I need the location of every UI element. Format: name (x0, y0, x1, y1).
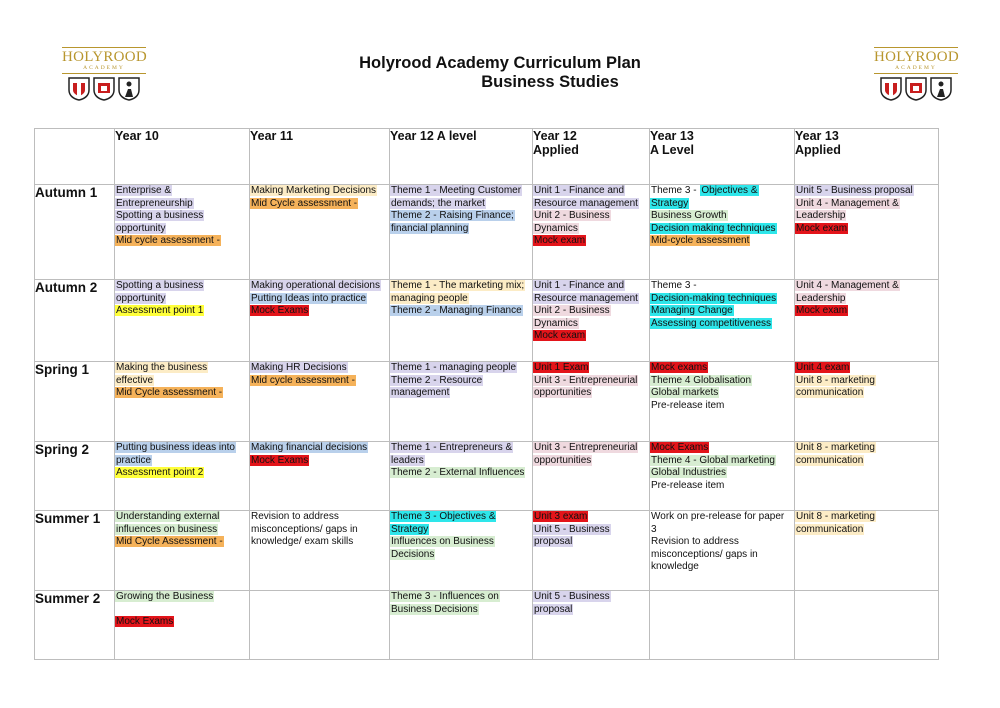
cell-text: Business Growth (651, 210, 727, 222)
cell-line (390, 524, 532, 537)
table-cell (650, 442, 795, 511)
table-cell (250, 185, 390, 280)
cell-text: Unit 5 - Business proposal (796, 185, 913, 196)
cell-text: Unit 3 - Entrepreneurial (534, 442, 638, 453)
cell-text: proposal (534, 536, 573, 548)
cell-text: Unit 4 - Management & (796, 197, 899, 209)
cell-text: Resource management (534, 292, 638, 304)
logo-sub: ACADEMY (874, 65, 958, 74)
cell-line (795, 223, 938, 236)
cell-text: Decisions (391, 548, 435, 560)
cell-line (115, 293, 249, 306)
cell-text: Theme 2 - Managing Finance (391, 305, 522, 317)
row-label: Summer 2 (35, 591, 115, 660)
cell-text: Making operational decisions (251, 280, 380, 291)
cell-text: Spotting a business (116, 280, 204, 291)
cell-line (650, 455, 794, 468)
row-label: Autumn 1 (35, 185, 115, 280)
cell-text: Strategy (391, 523, 429, 535)
cell-line (533, 524, 649, 537)
cell-line (390, 375, 532, 388)
table-row (35, 511, 939, 591)
cell-text: Mid Cycle Assessment - (116, 536, 223, 548)
cell-line (250, 375, 389, 388)
table-cell (390, 362, 533, 442)
cell-text: Pre-release item (651, 399, 725, 411)
cell-text: Theme 2 - Raising Finance; (391, 210, 514, 222)
cell-line (795, 293, 938, 306)
column-header (795, 129, 939, 185)
cell-text: Mid Cycle assessment - (251, 197, 358, 209)
cell-text: Unit 5 - Business (534, 523, 610, 535)
column-header-text: Year 13 (650, 129, 694, 143)
cell-text: Making HR Decisions (251, 362, 347, 373)
cell-line (533, 536, 649, 549)
cell-line (390, 591, 532, 604)
table-cell (390, 511, 533, 591)
cell-line (115, 223, 249, 236)
table-cell (390, 185, 533, 280)
cell-line (390, 467, 532, 480)
cell-line (115, 210, 249, 223)
column-header-text: Year 13 (795, 129, 839, 143)
cell-text: Assessing competitiveness (651, 317, 772, 329)
table-cell (115, 280, 250, 362)
cell-text: Assessment point 2 (116, 467, 204, 479)
cell-line (115, 524, 249, 537)
table-cell (390, 442, 533, 511)
cell-line (650, 524, 794, 537)
page-subtitle: Business Studies (481, 73, 619, 91)
table-row (35, 185, 939, 280)
cell-line (650, 210, 794, 223)
table-cell (533, 442, 650, 511)
column-header-text: Year 10 (115, 129, 159, 143)
cell-line (650, 362, 794, 375)
cell-text: Influences on Business (391, 536, 494, 548)
cell-line (795, 455, 938, 468)
cell-line (650, 549, 794, 562)
cell-text: Mock Exams (116, 616, 174, 628)
cell-text: Dynamics (534, 222, 578, 234)
cell-text: Mock exam (796, 305, 848, 317)
cell-text: Making financial decisions (251, 442, 368, 453)
table-cell (250, 362, 390, 442)
cell-text: Managing Change (651, 305, 733, 317)
cell-line (795, 362, 938, 375)
cell-text: Pre-release item (651, 479, 725, 491)
cell-line (115, 235, 249, 248)
cell-line (650, 480, 794, 493)
cell-line (390, 604, 532, 617)
cell-line (115, 442, 249, 455)
table-cell (533, 185, 650, 280)
cell-text: Resource management (534, 197, 638, 209)
cell-text: misconceptions/ gaps in (651, 548, 758, 560)
cell-line (390, 280, 532, 293)
table-cell (533, 280, 650, 362)
cell-text: opportunities (534, 454, 592, 466)
cell-text: Theme 3 - Objectives & (391, 511, 496, 522)
cell-line (650, 387, 794, 400)
cell-line (390, 442, 532, 455)
cell-line (650, 442, 794, 455)
cell-text: Unit 4 exam (796, 362, 850, 373)
cell-text: proposal (534, 603, 573, 615)
cell-line (650, 511, 794, 524)
cell-line (115, 455, 249, 468)
cell-line (115, 362, 249, 375)
cell-line (533, 305, 649, 318)
cell-line (390, 549, 532, 562)
table-row (35, 280, 939, 362)
cell-line (390, 223, 532, 236)
cell-line (795, 511, 938, 524)
cell-line (115, 280, 249, 293)
title-block (0, 54, 1000, 92)
cell-text: Leadership (796, 292, 846, 304)
cell-line (533, 604, 649, 617)
cell-text: Theme 3 - (651, 185, 700, 196)
cell-text: Unit 1 Exam (534, 362, 589, 373)
table-cell (533, 511, 650, 591)
cell-line (533, 318, 649, 331)
cell-text: Understanding external (116, 511, 220, 522)
table-cell (115, 511, 250, 591)
cell-line (650, 305, 794, 318)
cell-text: Mock Exams (251, 305, 309, 317)
cell-text: Mock exam (796, 222, 848, 234)
row-label: Spring 2 (35, 442, 115, 511)
column-header-text: Applied (795, 143, 841, 157)
cell-text: Unit 8 - marketing (796, 442, 875, 453)
cell-text: Putting Ideas into practice (251, 292, 367, 304)
cell-text: practice (116, 454, 152, 466)
cell-line (115, 387, 249, 400)
cell-text: Decision-making techniques (651, 292, 777, 304)
line-gap (115, 604, 249, 617)
cell-line (390, 293, 532, 306)
cell-line (650, 280, 794, 293)
row-label: Autumn 2 (35, 280, 115, 362)
cell-text: Global markets (651, 387, 719, 399)
table-cell (795, 511, 939, 591)
cell-line (390, 210, 532, 223)
cell-line (650, 375, 794, 388)
cell-text: Making the business (116, 362, 208, 373)
column-header-text: Year 11 (250, 129, 294, 143)
table-cell (250, 591, 390, 660)
cell-text: Theme 3 - Influences on (391, 591, 499, 602)
corner-header (35, 129, 115, 185)
cell-line (650, 400, 794, 413)
table-cell (250, 511, 390, 591)
cell-text: Dynamics (534, 317, 578, 329)
cell-line (533, 591, 649, 604)
cell-line (795, 524, 938, 537)
cell-line (533, 293, 649, 306)
cell-line (533, 185, 649, 198)
cell-text: leaders (391, 454, 424, 466)
cell-text: Unit 2 - Business (534, 210, 610, 222)
cell-line (115, 511, 249, 524)
cell-line (390, 387, 532, 400)
cell-text: Unit 8 - marketing (796, 511, 875, 522)
logo-sub: ACADEMY (62, 65, 146, 74)
cell-line (390, 536, 532, 549)
cell-text: Theme 1 - The marketing mix; (391, 280, 525, 291)
cell-text: Theme 2 - Resource (391, 374, 483, 386)
cell-line (250, 185, 389, 198)
cell-text: knowledge (651, 561, 699, 573)
cell-line (115, 198, 249, 211)
cell-line (795, 375, 938, 388)
table-cell (390, 591, 533, 660)
cell-text: misconceptions/ gaps in (251, 523, 358, 535)
row-label: Summer 1 (35, 511, 115, 591)
cell-line (533, 455, 649, 468)
cell-text: opportunities (534, 387, 592, 399)
cell-text: Work on pre-release for paper (651, 511, 785, 522)
cell-line (533, 210, 649, 223)
cell-text: Theme 3 - (651, 280, 697, 291)
cell-line (533, 511, 649, 524)
column-header (250, 129, 390, 185)
column-header-text: Applied (533, 143, 579, 157)
cell-line (250, 455, 389, 468)
cell-line (650, 561, 794, 574)
cell-text: Theme 1 - Meeting Customer (391, 185, 522, 196)
cell-text: Theme 4 Globalisation (651, 374, 752, 386)
cell-text: Assessment point 1 (116, 305, 204, 317)
cell-line (795, 198, 938, 211)
table-row (35, 591, 939, 660)
cell-line (650, 536, 794, 549)
table-cell (390, 280, 533, 362)
cell-text: influences on business (116, 523, 218, 535)
cell-text: demands; the market (391, 197, 485, 209)
cell-line (115, 467, 249, 480)
cell-line (390, 305, 532, 318)
cell-line (533, 387, 649, 400)
cell-line (250, 293, 389, 306)
cell-line (650, 467, 794, 480)
cell-text: Global Industries (651, 467, 727, 479)
cell-line (650, 318, 794, 331)
cell-text: Mid-cycle assessment (651, 235, 750, 247)
cell-text: Mid Cycle assessment - (116, 387, 223, 399)
cell-line (795, 305, 938, 318)
cell-line (795, 280, 938, 293)
cell-text: Putting business ideas into (116, 442, 235, 453)
cell-line (533, 442, 649, 455)
cell-line (390, 198, 532, 211)
cell-line (795, 210, 938, 223)
cell-line (533, 235, 649, 248)
cell-text: Mock Exams (651, 442, 709, 453)
cell-line (533, 375, 649, 388)
cell-line (390, 455, 532, 468)
cell-line (533, 330, 649, 343)
cell-text: Enterprise & (116, 185, 172, 196)
cell-text: Making Marketing Decisions (251, 185, 377, 196)
table-cell (650, 280, 795, 362)
cell-text: Spotting a business (116, 210, 204, 222)
cell-text: communication (796, 387, 864, 399)
cell-text: financial planning (391, 222, 469, 234)
cell-text: Unit 4 - Management & (796, 280, 899, 291)
cell-line (390, 362, 532, 375)
cell-line (533, 280, 649, 293)
cell-line (115, 616, 249, 629)
table-cell (650, 591, 795, 660)
cell-text: 3 (651, 523, 657, 535)
cell-text: Unit 8 - marketing (796, 374, 875, 386)
cell-text: communication (796, 454, 864, 466)
cell-line (650, 198, 794, 211)
cell-text: communication (796, 523, 864, 535)
cell-line (650, 223, 794, 236)
table-cell (650, 185, 795, 280)
table-cell (650, 511, 795, 591)
page-title: Holyrood Academy Curriculum Plan (359, 54, 641, 72)
cell-text: Business Decisions (391, 603, 478, 615)
table-row (35, 442, 939, 511)
cell-text: Strategy (651, 197, 689, 209)
cell-text: Unit 1 - Finance and (534, 185, 625, 196)
cell-line (250, 198, 389, 211)
cell-line (650, 235, 794, 248)
table-cell (115, 591, 250, 660)
column-header-text: Year 12 (533, 129, 577, 143)
row-label: Spring 1 (35, 362, 115, 442)
cell-text: Mock exam (534, 235, 586, 247)
cell-line (795, 387, 938, 400)
cell-line (115, 536, 249, 549)
table-cell (533, 362, 650, 442)
cell-text: Growing the Business (116, 591, 214, 602)
cell-line (115, 305, 249, 318)
cell-text: Unit 5 - Business (534, 591, 610, 602)
table-cell (115, 185, 250, 280)
column-header (390, 129, 533, 185)
table-cell (795, 362, 939, 442)
cell-line (250, 305, 389, 318)
cell-line (250, 524, 389, 537)
cell-line (533, 362, 649, 375)
table-cell (115, 442, 250, 511)
cell-line (115, 591, 249, 604)
curriculum-table (34, 128, 939, 660)
cell-text: Theme 4 - Global marketing (651, 454, 775, 466)
cell-line (650, 293, 794, 306)
cell-text: managing people (391, 292, 468, 304)
cell-text: Mid cycle assessment - (116, 235, 220, 247)
cell-line (250, 511, 389, 524)
table-cell (795, 442, 939, 511)
table-cell (795, 591, 939, 660)
table-row (35, 362, 939, 442)
cell-line (390, 185, 532, 198)
cell-text: opportunity (116, 292, 166, 304)
table-cell (650, 362, 795, 442)
cell-text: Mock Exams (251, 454, 309, 466)
cell-line (795, 442, 938, 455)
cell-text: Revision to address (651, 536, 739, 548)
cell-text: Revision to address (251, 511, 339, 522)
cell-text: Entrepreneurship (116, 197, 193, 209)
table-cell (533, 591, 650, 660)
cell-text: Mock exams (651, 362, 708, 373)
cell-text: knowledge/ exam skills (251, 536, 354, 548)
cell-line (115, 375, 249, 388)
column-header-text: Year 12 A level (390, 129, 477, 143)
table-cell (115, 362, 250, 442)
column-header (115, 129, 250, 185)
cell-line (250, 536, 389, 549)
cell-text: opportunity (116, 222, 166, 234)
cell-text: Mid cycle assessment - (251, 374, 355, 386)
cell-text: Unit 2 - Business (534, 305, 610, 317)
table-cell (250, 280, 390, 362)
cell-line (533, 223, 649, 236)
cell-text: Unit 1 - Finance and (534, 280, 625, 291)
cell-text: Decision making techniques (651, 222, 776, 234)
cell-text: Leadership (796, 210, 846, 222)
logo-name: HOLYROOD (874, 49, 960, 65)
cell-line (795, 185, 938, 198)
cell-text: Unit 3 - Entrepreneurial (534, 374, 638, 386)
cell-text: Theme 1 - managing people (391, 362, 517, 373)
cell-line (250, 362, 389, 375)
cell-text: Unit 3 exam (534, 511, 588, 522)
cell-line (115, 185, 249, 198)
logo-name: HOLYROOD (62, 49, 148, 65)
cell-line (250, 442, 389, 455)
table-cell (795, 280, 939, 362)
table-cell (250, 442, 390, 511)
column-header (533, 129, 650, 185)
column-header (650, 129, 795, 185)
cell-text: Theme 2 - External Influences (391, 467, 525, 479)
cell-text: effective (116, 374, 154, 386)
cell-line (250, 280, 389, 293)
cell-text: management (391, 387, 450, 399)
cell-text: Theme 1 - Entrepreneurs & (391, 442, 513, 453)
cell-text: Objectives & (701, 185, 758, 196)
table-cell (795, 185, 939, 280)
cell-line (390, 511, 532, 524)
column-header-text: A Level (650, 143, 695, 157)
cell-text: Mock exam (534, 330, 586, 342)
cell-line (650, 185, 794, 198)
cell-line (533, 198, 649, 211)
header-row (35, 129, 939, 185)
